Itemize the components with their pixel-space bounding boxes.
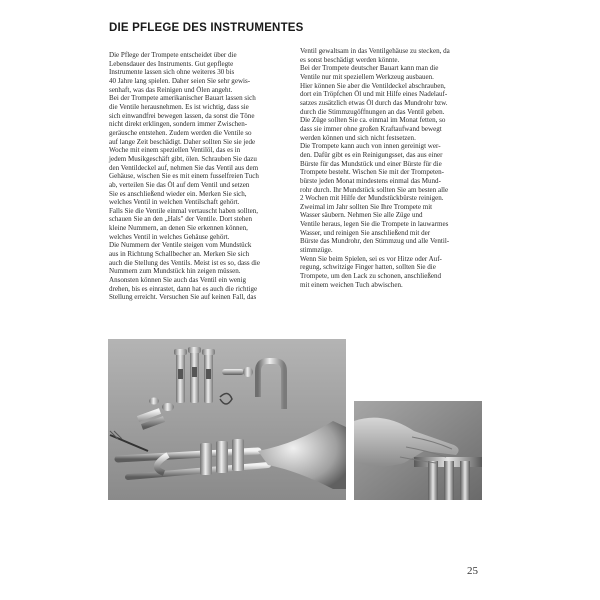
text-line: den Ventildeckel auf, nehmen Sie das Ventil aus dem bbox=[109, 163, 259, 172]
text-line: welches Ventil in welchen Ventilschaft gehört. bbox=[109, 198, 240, 207]
text-line: Stellung erreicht. Versuchen Sie auf keinen Fall, das bbox=[109, 293, 257, 302]
text-line: aus in Richtung Schallbecher an. Merken Sie sich bbox=[109, 250, 250, 259]
text-line: werden können und sich nicht festsetzen. bbox=[300, 133, 416, 142]
text-line: schauen Sie an den „Hals" der Ventile. Dort stehen bbox=[109, 215, 253, 224]
text-line: nicht direkt erklingen, sondern immer Zwischen- bbox=[109, 120, 248, 129]
text-line: jedem Musikgeschäft gibt, ölen. Schrauben Sie dazu bbox=[109, 154, 257, 163]
text-line: Bürste das Mundrohr, den Stimmzug und alle Ventil- bbox=[300, 237, 450, 246]
text-line: Wenn Sie beim Spielen, sei es vor Hitze oder Auf- bbox=[300, 254, 442, 263]
text-line: ab, verteilen Sie das Öl auf dem Ventil und setzen bbox=[109, 180, 250, 189]
text-line: es sonst beschädigt werden könnte. bbox=[300, 55, 400, 64]
text-line: auch die Stellung des Ventils. Meist ist es so, dass die bbox=[109, 258, 260, 267]
text-line: satzes zusätzlich etwas Öl durch das Mundrohr bzw. bbox=[300, 98, 448, 107]
text-line: sich einwandfrei bewegen lassen, da sonst die Töne bbox=[109, 111, 255, 120]
text-line: stimmzüge. bbox=[300, 246, 333, 255]
text-line: rohr durch. Ihr Mundstück sollten Sie am besten alle bbox=[300, 185, 449, 194]
hand-on-valves-photo bbox=[354, 401, 482, 500]
text-line: Die Züge sollten Sie ca. einmal im Monat fetten, so bbox=[300, 116, 446, 125]
text-line: drehen, bis es einrastet, dann hat es auch die richtige bbox=[109, 284, 258, 293]
text-line: 2 Wochen mit Hilfe der Mundstückbürste reinigen. bbox=[300, 194, 444, 203]
text-line: Lebensdauer des Instruments. Gut gepflegte bbox=[109, 59, 234, 68]
text-line: Wasser, und reinigen Sie anschließend mit der bbox=[300, 228, 431, 237]
text-line: Bei der Trompete amerikanischer Bauart lassen sich bbox=[109, 94, 256, 103]
text-line: welches Ventil in welches Gehäuse gehört. bbox=[109, 232, 230, 241]
text-line: bürste jeden Monat mindestens einmal das Mund- bbox=[300, 176, 441, 185]
text-line: Ventile heraus, legen Sie die Trompete in lauwarmes bbox=[300, 220, 449, 229]
valve-casing bbox=[428, 461, 438, 500]
text-line: Woche mit einem speziellen Ventilöl, das es in bbox=[109, 146, 241, 155]
text-line: Die Pflege der Trompete entscheidet über die bbox=[109, 51, 237, 59]
text-line: Trompete, um den Lack zu schonen, anschließend bbox=[300, 272, 442, 281]
text-line: 40 Jahre lang spielen. Daher seien Sie sehr gewis- bbox=[109, 76, 251, 85]
text-line: Ansonsten können Sie auch das Ventil ein wenig bbox=[109, 276, 247, 285]
page-title: DIE PFLEGE DES INSTRUMENTES bbox=[109, 22, 304, 34]
right-text-column bbox=[300, 47, 488, 289]
text-line: Zweimal im Jahr sollten Sie Ihre Trompete mit bbox=[300, 202, 433, 211]
text-line: Hier können Sie aber die Ventildeckel abschrauben, bbox=[300, 81, 446, 90]
text-line: Ventile nur mit speziellem Werkzeug ausbauen. bbox=[300, 72, 434, 81]
valve-casing bbox=[444, 461, 454, 500]
text-line: Bei der Trompete deutscher Bauart kann man die bbox=[300, 64, 439, 73]
text-line: auf lange Zeit beschädigt. Daher sollten Sie sie jede bbox=[109, 137, 256, 146]
trumpet-valves-illustration bbox=[108, 339, 346, 500]
text-line: den. Dafür gibt es ein Reinigungsset, das aus einer bbox=[300, 150, 443, 159]
text-line: die Ventile herausnehmen. Es ist wichtig, dass sie bbox=[109, 102, 249, 111]
text-line: Gehäuse, wischen Sie es mit einem fusselfreien Tuch bbox=[109, 172, 259, 181]
text-line: Sie es anschließend wieder ein. Merken Sie sich, bbox=[109, 189, 247, 198]
text-line: Bürste für das Mundstück und einer Bürste für die bbox=[300, 159, 442, 168]
text-line: geräusche entstehen. Zudem werden die Ventile so bbox=[109, 128, 252, 137]
text-line: durch die Stimmzugöffnungen an das Ventil geben. bbox=[300, 107, 445, 116]
text-line: Trompete besteht. Wischen Sie mit der Trompeten- bbox=[300, 168, 444, 177]
left-text-column bbox=[109, 51, 287, 302]
valve-cap bbox=[162, 403, 174, 411]
text-line: kleine Nummern, an denen Sie erkennen können, bbox=[109, 224, 248, 233]
text-line: senhaft, was das Reinigen und Ölen angeht. bbox=[109, 85, 233, 94]
text-line: dass sie immer ohne großen Kraftaufwand bewegt bbox=[300, 124, 442, 133]
text-line: Nummern zum Mundstück hin zeigen müssen. bbox=[109, 267, 241, 276]
text-line: regung, schwitzige Finger hatten, sollten Sie die bbox=[300, 263, 436, 272]
hand-on-valves-illustration bbox=[354, 401, 482, 500]
page-number: 25 bbox=[467, 565, 478, 577]
text-line: Ventil gewaltsam in das Ventilgehäuse zu stecken, da bbox=[300, 47, 450, 55]
text-line: dort ein Tröpfchen Öl und mit Hilfe eines Nadelauf- bbox=[300, 90, 448, 99]
text-line: Wasser säubern. Nehmen Sie alle Züge und bbox=[300, 211, 423, 220]
valve-casing bbox=[460, 461, 470, 500]
trumpet-valves-photo bbox=[108, 339, 346, 500]
text-line: mit einem weichen Tuch abwischen. bbox=[300, 280, 403, 289]
text-line: Falls Sie die Ventile einmal vertauscht haben sollten, bbox=[109, 206, 258, 215]
text-line: Die Trompete kann auch von innen gereinigt wer- bbox=[300, 142, 441, 151]
valve-cap bbox=[149, 398, 159, 405]
text-line: Instrumente lassen sich ohne weiteres 30 bis bbox=[109, 68, 235, 77]
text-line: Die Nummern der Ventile steigen vom Mundstück bbox=[109, 241, 252, 250]
